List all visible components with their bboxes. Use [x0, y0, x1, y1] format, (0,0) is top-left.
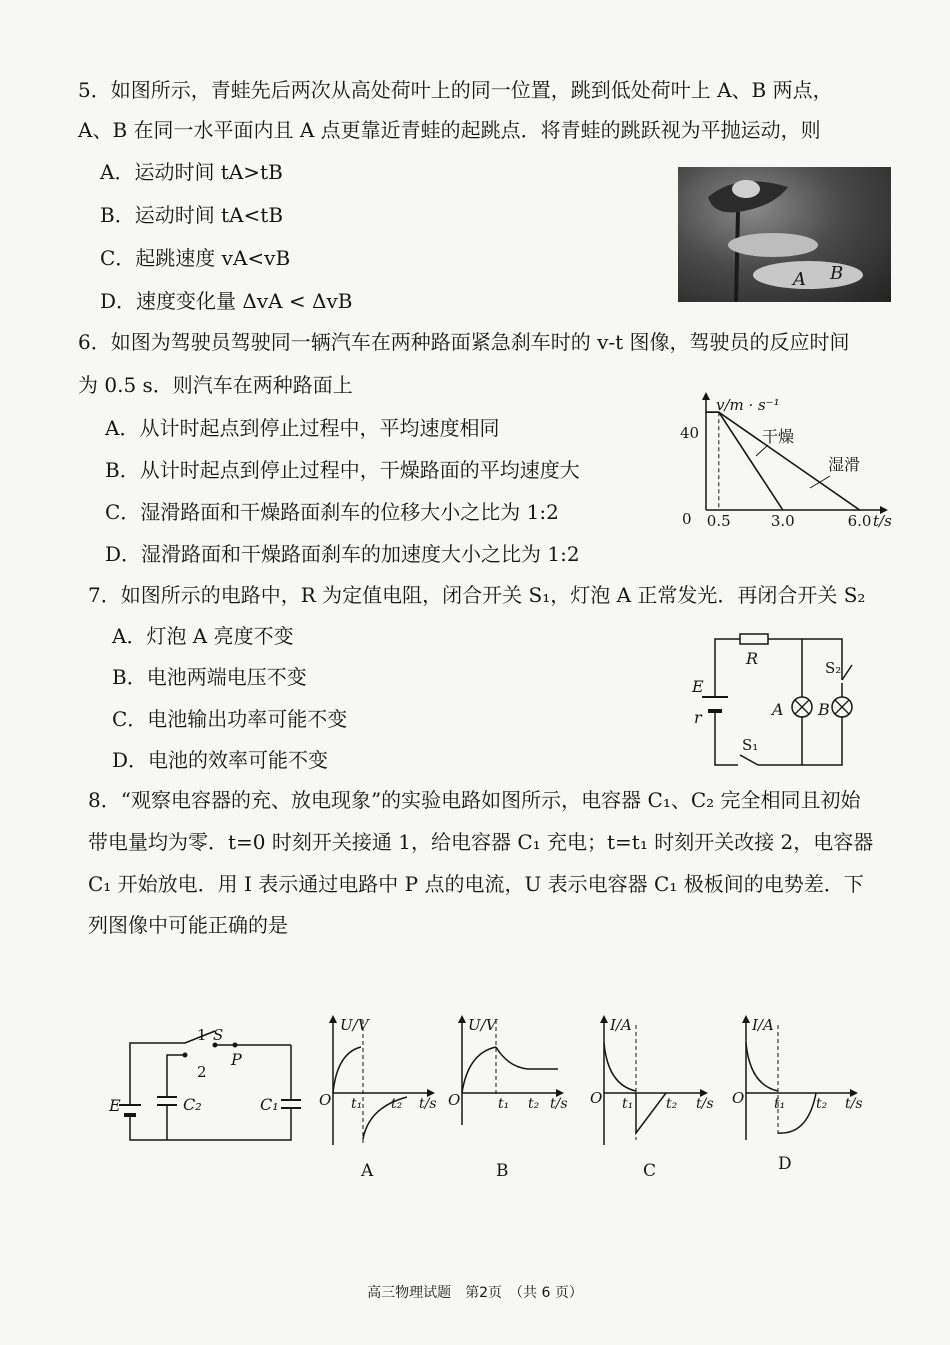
graph-c-charge-curve: [604, 1043, 636, 1091]
lamp-a-cross: [795, 700, 809, 714]
q5-option-c: C．起跳速度 vA<vB: [100, 246, 291, 270]
graph-a-letter: A: [361, 1161, 374, 1181]
frog-photo-drawing: [678, 167, 891, 302]
q8-graph-c: [588, 1015, 718, 1180]
graph-b-charge-curve: [462, 1047, 496, 1093]
graph-a-charge-curve: [333, 1047, 361, 1093]
graph-c-y-arrow: [600, 1015, 608, 1023]
label-lamp-b: B: [818, 700, 830, 719]
graph-a-t1: t₁: [351, 1096, 363, 1112]
vt-ylabel: v/m · s⁻¹: [716, 396, 780, 414]
switch-s1: [740, 755, 758, 765]
graph-b-y-arrow: [458, 1015, 466, 1023]
vt-y-arrow: [702, 392, 710, 400]
graph-c-t1: t₁: [622, 1096, 634, 1112]
graph-d-letter: D: [778, 1154, 792, 1174]
q6-stem-line1: 6．如图为驾驶员驾驶同一辆汽车在两种路面紧急刹车时的 v-t 图像，驾驶员的反应时间: [78, 330, 850, 354]
graph-d-t1: t₁: [774, 1096, 786, 1112]
q8-stem-line4: 列图像中可能正确的是: [88, 913, 288, 937]
q5-option-a: A．运动时间 tA>tB: [100, 160, 283, 184]
graph-c-discharge-line: [636, 1093, 666, 1133]
graph-d-ylabel: I/A: [752, 1016, 774, 1034]
vt-dry-leader: [756, 445, 768, 456]
graph-d-t2: t₂: [816, 1096, 828, 1112]
q6-option-b: B．从计时起点到停止过程中，干燥路面的平均速度大: [105, 458, 580, 482]
graph-c-xlabel: t/s: [696, 1096, 714, 1112]
vt-graph: [670, 390, 900, 535]
label-s2: S₂: [825, 659, 842, 677]
q7-stem: 7．如图所示的电路中，R 为定值电阻，闭合开关 S₁，灯泡 A 正常发光．再闭合开关 S₂: [88, 583, 866, 607]
graph-a-t2: t₂: [391, 1096, 403, 1112]
label-r-internal: r: [694, 708, 702, 727]
q8-graph-b: [448, 1015, 573, 1180]
frog-lily-pad-photo: [678, 167, 891, 302]
vt-y-tick-40: 40: [680, 424, 700, 442]
graph-c-letter: C: [643, 1161, 657, 1181]
circuit-wire-bottom-left: [715, 715, 738, 765]
graph-a-xlabel: t/s: [419, 1096, 437, 1112]
vt-wet-label: 湿滑: [828, 455, 861, 474]
vt-x-tick-6.0: 6.0: [847, 512, 872, 530]
q6-option-c: C．湿滑路面和干燥路面刹车的位移大小之比为 1:2: [105, 500, 559, 524]
graph-b-letter: B: [496, 1161, 509, 1181]
label-switch-s: S: [213, 1026, 224, 1044]
vt-dry-label: 干燥: [762, 427, 795, 446]
q5-option-b: B．运动时间 tA<tB: [100, 203, 284, 227]
q5-stem-line2: A、B 在同一水平面内且 A 点更靠近青蛙的起跳点．将青蛙的跳跃视为平抛运动，则: [78, 118, 821, 142]
graph-d-y-arrow: [742, 1015, 750, 1023]
graph-b-t1: t₁: [498, 1096, 510, 1112]
photo-label-a: A: [793, 269, 806, 290]
low-lily-pad-1: [728, 233, 818, 257]
graph-a-y-arrow: [329, 1015, 337, 1023]
q8-graph-a: [315, 1015, 440, 1180]
q8-graph-d: [730, 1015, 870, 1175]
photo-label-b: B: [830, 263, 844, 284]
page-footer: 高三物理试题 第2页 （共 6 页）: [367, 1285, 583, 1301]
label-node-p: P: [231, 1050, 242, 1069]
contact-2: [183, 1053, 188, 1058]
frog-shape: [732, 180, 760, 198]
label-lamp-a: A: [772, 700, 784, 719]
graph-b-t2: t₂: [528, 1096, 540, 1112]
graph-d-xlabel: t/s: [845, 1096, 863, 1112]
switch-s2: [842, 665, 852, 680]
vt-origin: 0: [682, 510, 692, 528]
graph-b-settle-curve: [496, 1047, 558, 1069]
vt-xlabel: t/s: [873, 512, 892, 530]
graph-c-ylabel: I/A: [610, 1016, 632, 1034]
label-switch-2: 2: [197, 1063, 207, 1081]
graph-c-t2: t₂: [666, 1096, 678, 1112]
label-switch-1: 1: [197, 1026, 207, 1044]
q7-circuit: [680, 625, 880, 775]
vt-x-tick-0.5: 0.5: [706, 512, 731, 530]
graph-b-xlabel: t/s: [550, 1096, 568, 1112]
q7-option-a: A．灯泡 A 亮度不变: [112, 624, 294, 648]
q7-option-c: C．电池输出功率可能不变: [112, 707, 348, 731]
vt-x-tick-3.0: 3.0: [770, 512, 795, 530]
q5-option-d: D．速度变化量 ΔvA < ΔvB: [100, 289, 353, 313]
circuit-wire-bottom: [758, 717, 842, 765]
graph-c-origin: O: [590, 1089, 603, 1107]
low-lily-pad-2: [753, 261, 863, 289]
wire-to-c2: [167, 1055, 185, 1097]
resistor-r: [740, 634, 768, 644]
graph-a-origin: O: [319, 1091, 332, 1109]
graph-a-ylabel: U/V: [340, 1016, 369, 1034]
q6-option-a: A．从计时起点到停止过程中，平均速度相同: [105, 416, 500, 440]
label-c1: C₁: [260, 1095, 279, 1114]
graph-d-origin: O: [732, 1089, 745, 1107]
label-r-resistor: R: [746, 649, 759, 668]
q7-option-d: D．电池的效率可能不变: [112, 748, 329, 772]
graph-b-ylabel: U/V: [468, 1016, 497, 1034]
q8-stem-line2: 带电量均为零．t=0 时刻开关接通 1，给电容器 C₁ 充电；t=t₁ 时刻开关改接 2，电容器: [88, 830, 874, 854]
q6-option-d: D．湿滑路面和干燥路面刹车的加速度大小之比为 1:2: [105, 542, 580, 566]
q8-stem-line3: C₁ 开始放电．用 I 表示通过电路中 P 点的电流，U 表示电容器 C₁ 极板间的电势差．下: [88, 872, 864, 896]
q8-circuit: [105, 1025, 305, 1150]
q5-stem-line1: 5．如图所示，青蛙先后两次从高处荷叶上的同一位置，跳到低处荷叶上 A、B 两点，: [78, 78, 833, 102]
q7-option-b: B．电池两端电压不变: [112, 665, 307, 689]
q6-stem-line2: 为 0.5 s．则汽车在两种路面上: [78, 373, 353, 397]
circuit-wire-top-left: [715, 639, 740, 685]
lily-stem: [736, 212, 738, 302]
lamp-b-cross: [835, 700, 849, 714]
q8-stem-line1: 8．“观察电容器的充、放电现象”的实验电路如图所示，电容器 C₁、C₂ 完全相同且初始: [88, 788, 861, 812]
label-e: E: [692, 677, 704, 696]
label-battery-e: E: [109, 1096, 121, 1115]
graph-d-charge-curve: [746, 1043, 778, 1091]
graph-b-origin: O: [448, 1091, 461, 1109]
label-s1: S₁: [742, 736, 759, 754]
label-c2: C₂: [183, 1095, 202, 1114]
